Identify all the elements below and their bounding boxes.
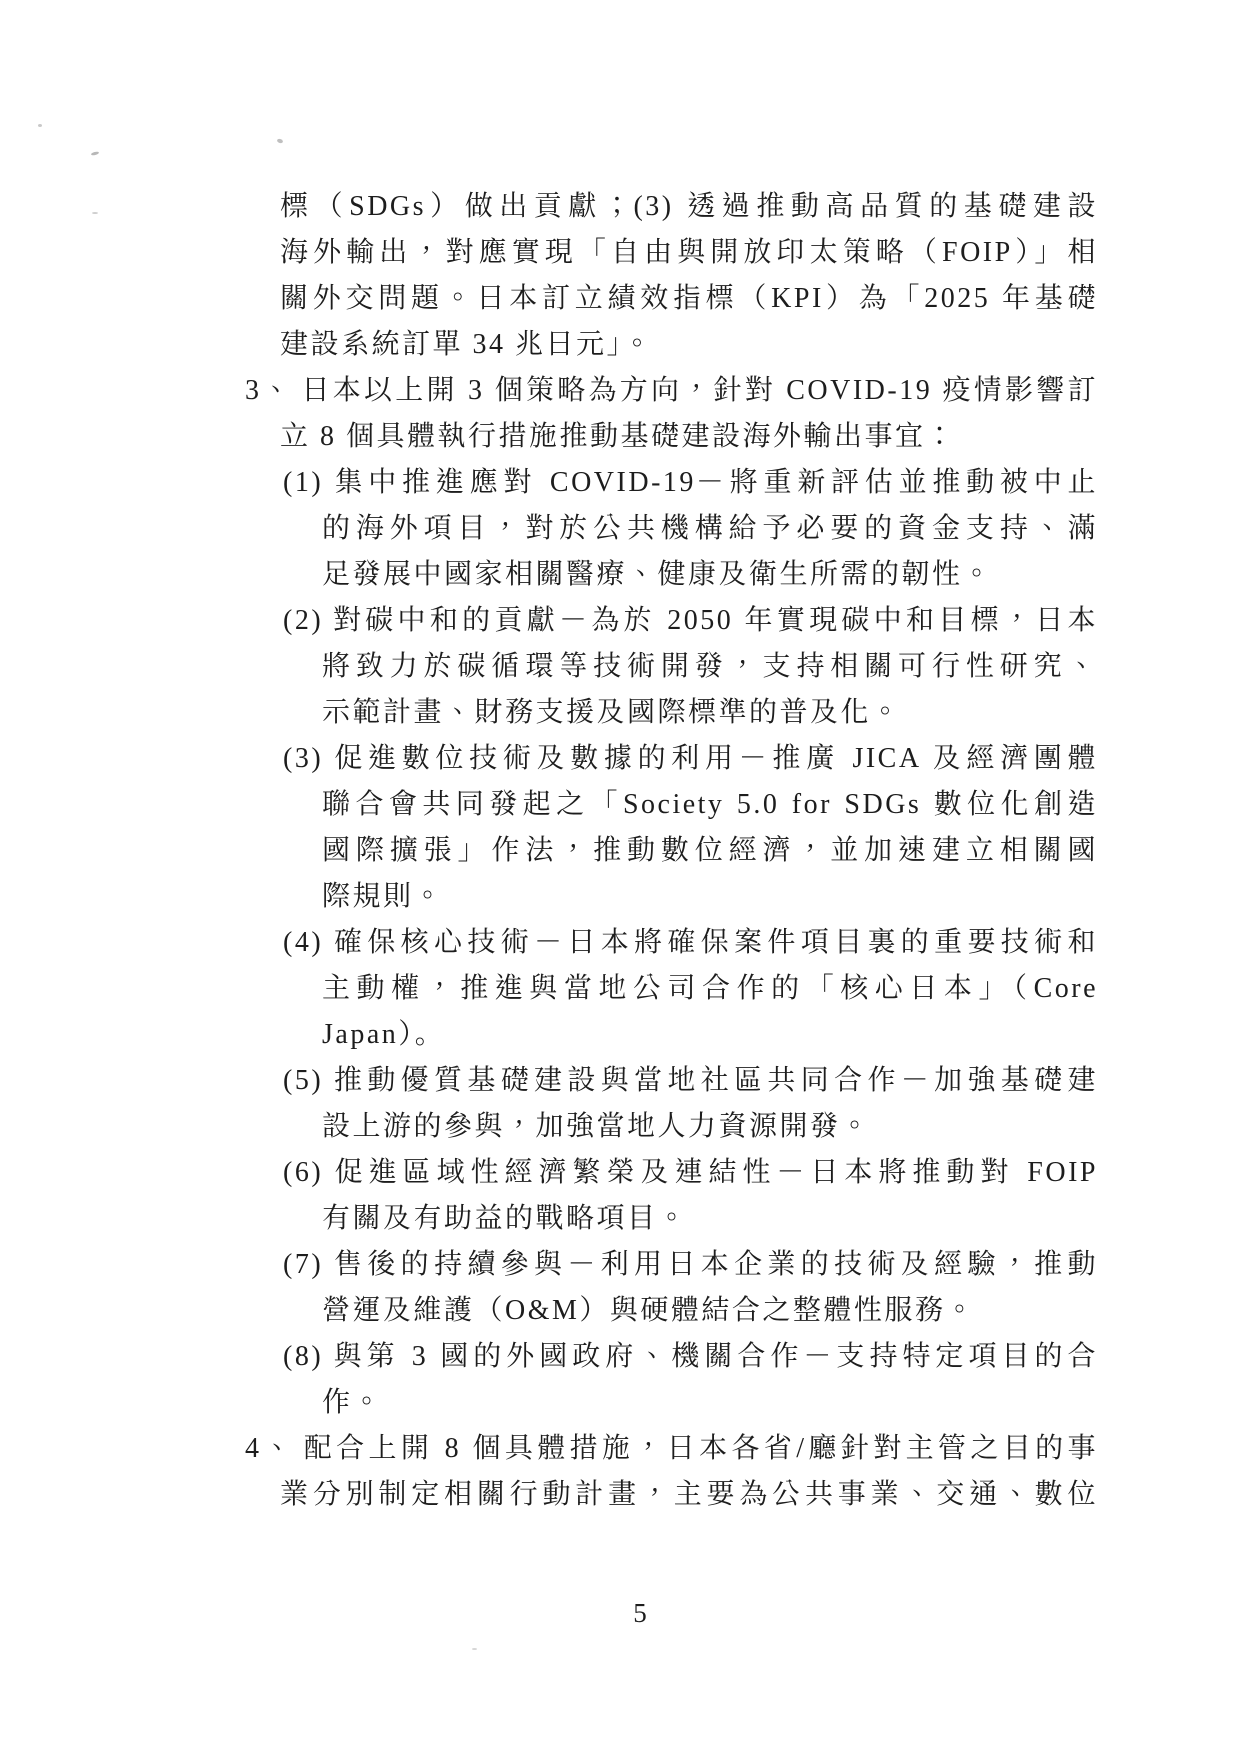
line-text: 作。 <box>322 1387 384 1418</box>
text-line <box>245 828 1098 874</box>
line-text: 國際擴張」作法，推動數位經濟，並加速建立相關國 <box>322 835 1098 866</box>
line-text: 聯合會共同發起之「Society 5.0 for SDGs 數位化創造 <box>322 789 1098 820</box>
line-text: 足發展中國家相關醫療、健康及衛生所需的韌性。 <box>322 559 994 590</box>
list-line <box>245 368 1098 414</box>
text-line <box>245 966 1098 1012</box>
list-marker: (8) <box>283 1341 324 1372</box>
list-line <box>245 598 1098 644</box>
text-line <box>245 184 1098 230</box>
line-text: 推動優質基礎建設與當地社區共同合作－加強基礎建 <box>331 1065 1098 1096</box>
line-text: 海外輸出，對應實現「自由與開放印太策略（FOIP）」相 <box>280 237 1098 268</box>
list-line <box>245 1058 1098 1104</box>
line-text: 設上游的參與，加強當地人力資源開發。 <box>322 1111 872 1142</box>
line-text: 營運及維護（O&M）與硬體結合之整體性服務。 <box>322 1295 976 1326</box>
scan-speck <box>91 151 99 156</box>
line-text: 促進數位技術及數據的利用－推廣 JICA 及經濟團體 <box>331 743 1098 774</box>
text-line <box>245 230 1098 276</box>
list-line <box>245 1242 1098 1288</box>
text-line <box>245 1104 1098 1150</box>
text-line <box>245 276 1098 322</box>
line-text: 將致力於碳循環等技術開發，支持相關可行性研究、 <box>322 651 1098 682</box>
line-text: 建設系統訂單 34 兆日元」。 <box>280 329 654 360</box>
line-text: 業分別制定相關行動計畫，主要為公共事業、交通、數位 <box>280 1479 1098 1510</box>
list-line <box>245 460 1098 506</box>
text-line <box>245 782 1098 828</box>
line-text: 示範計畫、財務支援及國際標準的普及化。 <box>322 697 902 728</box>
line-text: 售後的持續參與－利用日本企業的技術及經驗，推動 <box>331 1249 1098 1280</box>
line-text: 際規則。 <box>322 881 445 912</box>
line-text: 有關及有助益的戰略項目。 <box>322 1203 689 1234</box>
text-line <box>245 1380 1098 1426</box>
list-marker: 4、 <box>245 1433 296 1464</box>
line-text: 日本以上開 3 個策略為方向，針對 COVID-19 疫情影響訂 <box>301 375 1098 406</box>
line-text: 與第 3 國的外國政府、機關合作－支持特定項目的合 <box>331 1341 1098 1372</box>
text-line <box>245 1196 1098 1242</box>
text-line <box>245 1012 1098 1058</box>
list-marker: (2) <box>283 605 324 636</box>
list-marker: (3) <box>283 743 324 774</box>
list-marker: (6) <box>283 1157 324 1188</box>
line-text: 促進區域性經濟繁榮及連結性－日本將推動對 FOIP <box>331 1157 1098 1188</box>
list-line <box>245 1334 1098 1380</box>
text-line <box>245 1288 1098 1334</box>
line-text: 標（SDGs）做出貢獻；(3) 透過推動高品質的基礎建設 <box>280 191 1098 222</box>
page-number: 5 <box>633 1598 647 1628</box>
line-text: 集中推進應對 COVID-19－將重新評估並推動被中止 <box>331 467 1098 498</box>
text-line <box>245 322 1098 368</box>
list-line <box>245 1150 1098 1196</box>
list-line <box>245 736 1098 782</box>
line-text: 主動權，推進與當地公司合作的「核心日本」（Core <box>322 973 1098 1004</box>
scan-speck <box>92 212 98 214</box>
line-text: 關外交問題。日本訂立績效指標（KPI）為「2025 年基礎 <box>280 283 1098 314</box>
line-text: 配合上開 8 個具體措施，日本各省/廳針對主管之目的事 <box>303 1433 1098 1464</box>
text-block <box>245 184 1098 1518</box>
line-text: 立 8 個具體執行措施推動基礎建設海外輸出事宜： <box>280 421 957 452</box>
list-marker: (1) <box>283 467 324 498</box>
list-line <box>245 920 1098 966</box>
list-marker: 3、 <box>245 375 294 406</box>
text-line <box>245 644 1098 690</box>
line-text: Japan）。 <box>322 1019 446 1050</box>
list-line <box>245 1426 1098 1472</box>
line-text: 對碳中和的貢獻－為於 2050 年實現碳中和目標，日本 <box>331 605 1098 636</box>
line-text: 的海外項目，對於公共機構給予必要的資金支持、滿 <box>322 513 1098 544</box>
list-marker: (4) <box>283 927 324 958</box>
scan-speck <box>276 138 283 144</box>
line-text: 確保核心技術－日本將確保案件項目裏的重要技術和 <box>331 927 1098 958</box>
text-line <box>245 1472 1098 1518</box>
list-marker: (7) <box>283 1249 324 1280</box>
text-line <box>245 552 1098 598</box>
text-line <box>245 414 1098 460</box>
scan-speck <box>38 124 42 127</box>
text-line <box>245 506 1098 552</box>
list-marker: (5) <box>283 1065 324 1096</box>
text-line <box>245 690 1098 736</box>
scan-speck <box>472 1648 477 1650</box>
text-line <box>245 874 1098 920</box>
